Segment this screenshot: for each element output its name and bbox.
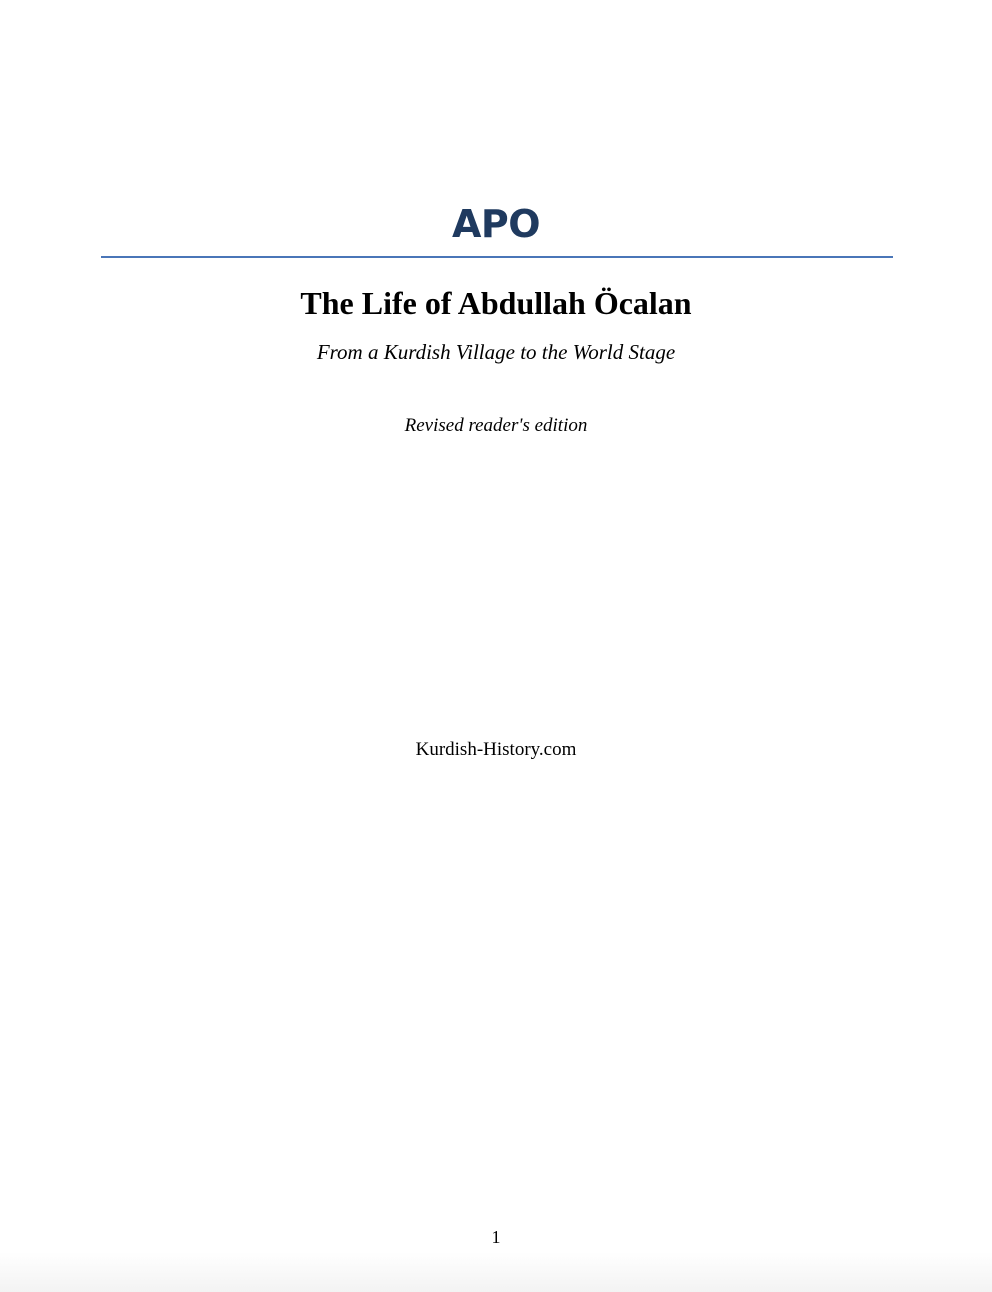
heading-divider [101, 256, 893, 258]
book-title: The Life of Abdullah Öcalan [300, 285, 692, 321]
publisher-website: Kurdish-History.com [415, 739, 577, 760]
cover-heading: APO [451, 202, 541, 246]
page-bottom-shade [0, 1252, 992, 1292]
edition-label: Revised reader's edition [404, 415, 588, 436]
page-number: 1 [491, 1227, 501, 1247]
book-subtitle: From a Kurdish Village to the World Stage [316, 340, 676, 364]
